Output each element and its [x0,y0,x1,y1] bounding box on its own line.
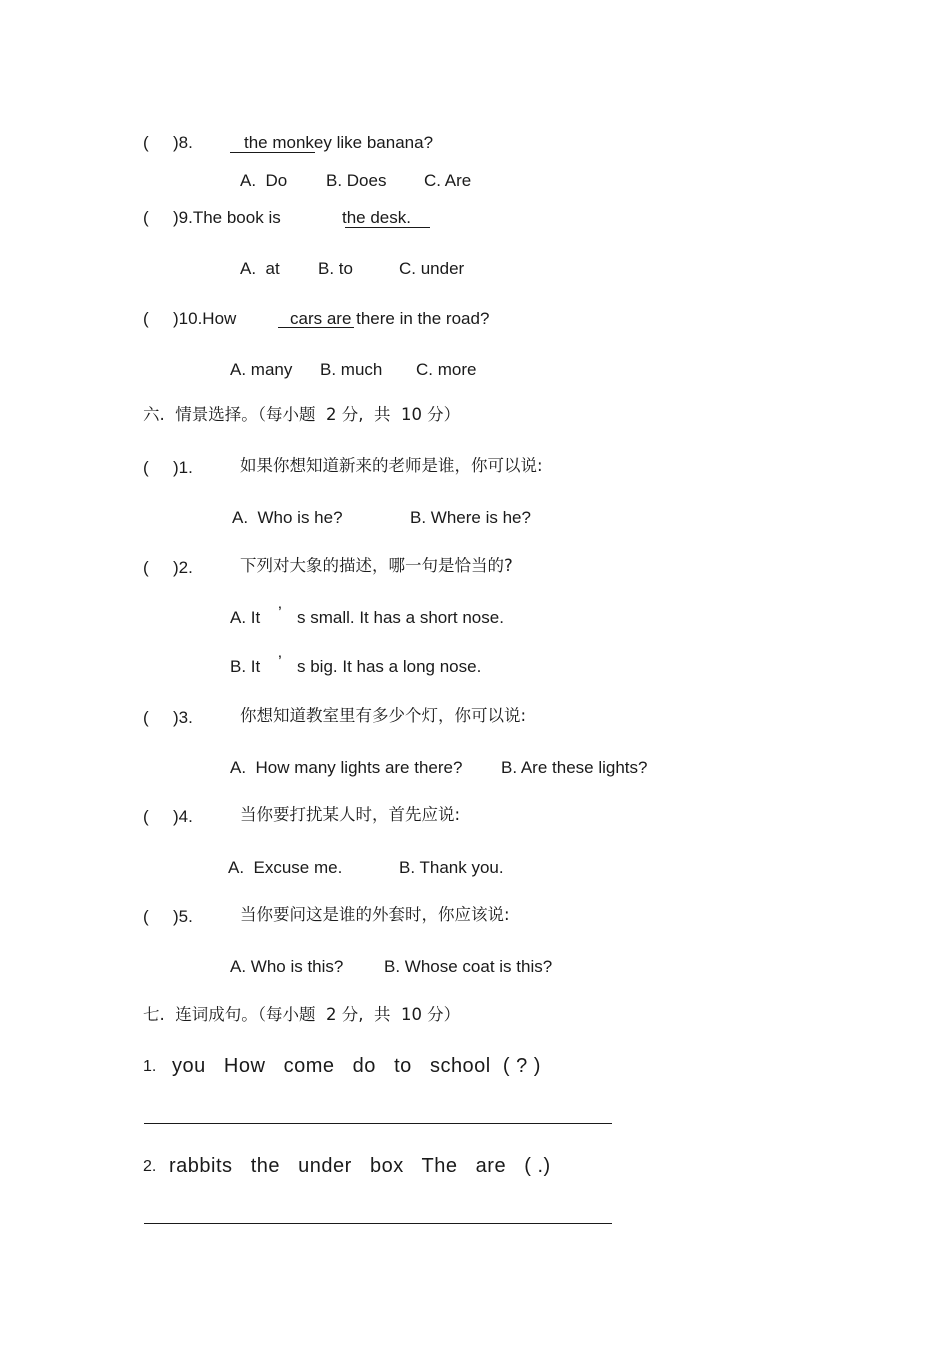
answer-bracket: ( [143,807,149,826]
question-number: )1. [173,458,193,477]
option-c: C. under [399,259,465,278]
option-b: B. much [320,360,383,379]
option-c: C. Are [424,171,472,190]
option-a-apostrophe: ’ [278,603,282,622]
option-a: A. How many lights are there? [230,758,463,777]
option-b-apostrophe: ’ [278,652,282,671]
option-c: C. more [416,360,477,379]
question-number: )3. [173,708,193,727]
blank-underline [345,227,430,228]
option-a: A. Do [240,171,288,190]
option-b: B. Thank you. [399,858,504,877]
question-number: )2. [173,558,193,577]
option-b: B. to [318,259,353,278]
answer-bracket: ( [143,708,149,727]
option-a: A. many [230,360,293,379]
answer-bracket: ( [143,558,149,577]
answer-line [144,1223,612,1224]
question-prompt: 当你要问这是谁的外套时，你应该说: [240,905,510,924]
question-number: )8. [173,133,193,152]
question-prompt: 下列对大象的描述，哪一句是恰当的? [240,556,513,575]
option-b: B. Are these lights? [501,758,648,777]
option-b-start: B. It [230,657,261,676]
answer-line [144,1123,612,1124]
answer-bracket: ( [143,133,149,152]
section-heading: 六. 情景选择。（每小题 2 分, 共 10 分） [143,405,461,424]
scrambled-words: you How come do to school ( ? ) [172,1055,541,1077]
option-a: A. Who is he? [232,508,343,527]
option-a: A. at [240,259,280,278]
question-prompt: 你想知道教室里有多少个灯，你可以说: [240,706,527,725]
blank-underline [278,327,354,328]
question-number: 1. [143,1058,157,1075]
question-number: )5. [173,907,193,926]
option-b: B. Where is he? [410,508,531,527]
blank-underline [230,152,315,153]
section-heading: 七. 连词成句。（每小题 2 分, 共 10 分） [143,1005,461,1024]
option-a-end: s small. It has a short nose. [297,608,504,627]
question-text: the monkey like banana? [244,133,434,152]
question-prompt: 如果你想知道新来的老师是谁，你可以说: [240,456,543,475]
option-a: A. Excuse me. [228,858,343,877]
scrambled-words: rabbits the under box The are ( .) [169,1155,551,1177]
answer-bracket: ( [143,458,149,477]
question-number: )9.The book is [173,208,281,227]
question-prompt: 当你要打扰某人时，首先应说: [240,805,461,824]
answer-bracket: ( [143,907,149,926]
option-b: B. Does [326,171,387,190]
question-text: cars are there in the road? [290,309,490,328]
answer-bracket: ( [143,309,149,328]
option-b-end: s big. It has a long nose. [297,657,482,676]
answer-bracket: ( [143,208,149,227]
option-b: B. Whose coat is this? [384,957,553,976]
question-number: )10.How [173,309,237,328]
option-a-start: A. It [230,608,261,627]
option-a: A. Who is this? [230,957,344,976]
question-number: 2. [143,1158,157,1175]
question-text: the desk. [342,208,411,227]
question-number: )4. [173,807,193,826]
